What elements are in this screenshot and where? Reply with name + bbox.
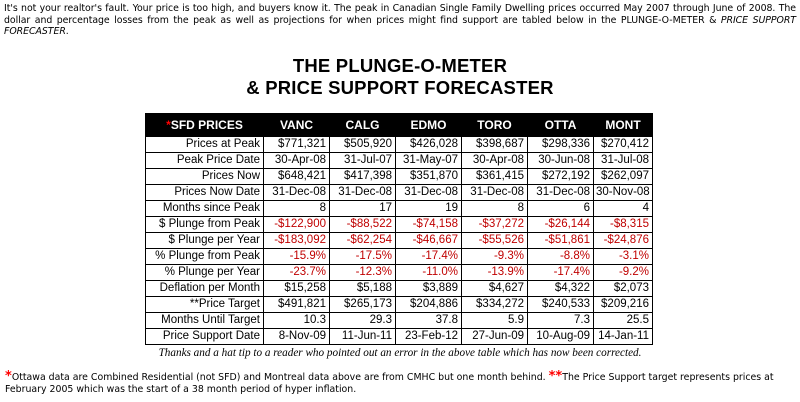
table-cell: 31-Dec-08	[330, 185, 396, 201]
table-cell: $272,192	[528, 169, 594, 185]
table-row	[146, 249, 653, 265]
row-label: Months since Peak	[146, 201, 264, 217]
table-cell: -13.9%	[462, 265, 528, 281]
table-cell: -$37,272	[462, 217, 528, 233]
table-body	[146, 137, 653, 345]
footnote-text-ottawa: Ottawa data are Combined Residential (not SFD) and Montreal data above are from CMHC but one month behind.	[11, 372, 549, 383]
corner-asterisk: *	[166, 118, 171, 132]
table-row	[146, 185, 653, 201]
table-cell: $262,097	[594, 169, 653, 185]
table-cell: 6	[528, 201, 594, 217]
table-cell: $398,687	[462, 137, 528, 153]
row-label: Price Support Date	[146, 329, 264, 345]
table-cell: -$88,522	[330, 217, 396, 233]
table-cell: 8	[264, 201, 330, 217]
table-row	[146, 153, 653, 169]
row-label: $ Plunge per Year	[146, 233, 264, 249]
table-row	[146, 233, 653, 249]
table-row	[146, 137, 653, 153]
table-cell: $270,412	[594, 137, 653, 153]
table-cell: 31-May-07	[396, 153, 462, 169]
table-row	[146, 201, 653, 217]
table-header-row	[146, 114, 653, 137]
table-cell: $491,821	[264, 297, 330, 313]
table-row	[146, 313, 653, 329]
row-label: Peak Price Date	[146, 153, 264, 169]
table-cell: 10.3	[264, 313, 330, 329]
intro-paragraph	[4, 3, 796, 38]
table-row	[146, 169, 653, 185]
page-subtitle: & PRICE SUPPORT FORECASTER	[246, 77, 554, 98]
table-cell: $15,258	[264, 281, 330, 297]
table-cell: 11-Jun-11	[330, 329, 396, 345]
intro-italic-text: PRICE SUPPORT FORECASTER	[4, 14, 796, 37]
table-cell: 4	[594, 201, 653, 217]
table-cell: -17.4%	[396, 249, 462, 265]
table-cell: -17.4%	[528, 265, 594, 281]
table-cell: -$46,667	[396, 233, 462, 249]
table-row	[146, 329, 653, 345]
plunge-o-meter-table	[145, 113, 653, 345]
table-cell: $4,322	[528, 281, 594, 297]
column-header-toro: TORO	[462, 114, 528, 137]
table-cell: $3,889	[396, 281, 462, 297]
table-cell: -11.0%	[396, 265, 462, 281]
table-row	[146, 297, 653, 313]
corner-label: SFD PRICES	[170, 118, 243, 132]
column-header-otta: OTTA	[528, 114, 594, 137]
table-cell: 29.3	[330, 313, 396, 329]
table-cell: 17	[330, 201, 396, 217]
column-header-calg: CALG	[330, 114, 396, 137]
row-label: % Plunge from Peak	[146, 249, 264, 265]
table-cell: 31-Dec-08	[264, 185, 330, 201]
table-cell: 30-Jun-08	[528, 153, 594, 169]
table-cell: 10-Aug-09	[528, 329, 594, 345]
table-cell: $204,886	[396, 297, 462, 313]
column-header-edmo: EDMO	[396, 114, 462, 137]
table-cell: -$183,092	[264, 233, 330, 249]
table-cell: 30-Apr-08	[264, 153, 330, 169]
table-cell: -$55,526	[462, 233, 528, 249]
table-cell: $240,533	[528, 297, 594, 313]
table-cell: 5.9	[462, 313, 528, 329]
table-cell: 31-Dec-08	[528, 185, 594, 201]
footnote-double-asterisk: **	[548, 369, 563, 384]
row-label: Prices at Peak	[146, 137, 264, 153]
table-cell: 30-Apr-08	[462, 153, 528, 169]
table-cell: -8.8%	[528, 249, 594, 265]
table-cell: $351,870	[396, 169, 462, 185]
column-header-vanc: VANC	[264, 114, 330, 137]
table-cell: -$122,900	[264, 217, 330, 233]
table-row	[146, 281, 653, 297]
table-cell: -$51,861	[528, 233, 594, 249]
corner-header	[146, 114, 264, 137]
thanks-note: Thanks and a hat tip to a reader who pointed out an error in the above table which has now been corrected.	[158, 347, 642, 359]
table-cell: 31-Jul-08	[594, 153, 653, 169]
table-cell: $505,920	[330, 137, 396, 153]
table-cell: -17.5%	[330, 249, 396, 265]
page-title: THE PLUNGE-O-METER	[292, 55, 508, 76]
table-cell: 31-Jul-07	[330, 153, 396, 169]
table-cell: 31-Dec-08	[396, 185, 462, 201]
table-cell: $4,627	[462, 281, 528, 297]
table-cell: -12.3%	[330, 265, 396, 281]
table-cell: 8-Nov-09	[264, 329, 330, 345]
table-cell: -9.3%	[462, 249, 528, 265]
table-cell: -$24,876	[594, 233, 653, 249]
intro-period: .	[65, 26, 69, 37]
row-label: Prices Now Date	[146, 185, 264, 201]
table-cell: 30-Nov-08	[594, 185, 653, 201]
table-row	[146, 217, 653, 233]
table-cell: -3.1%	[594, 249, 653, 265]
table-cell: $209,216	[594, 297, 653, 313]
column-header-mont: MONT	[594, 114, 653, 137]
row-label: % Plunge per Year	[146, 265, 264, 281]
row-label: **Price Target	[146, 297, 264, 313]
table-cell: $298,336	[528, 137, 594, 153]
footnote	[5, 371, 797, 395]
footnote-asterisk: *	[5, 369, 12, 384]
table-cell: $334,272	[462, 297, 528, 313]
table-cell: -$8,315	[594, 217, 653, 233]
table-cell: 25.5	[594, 313, 653, 329]
table-cell: $361,415	[462, 169, 528, 185]
table-cell: 27-Jun-09	[462, 329, 528, 345]
row-label: Months Until Target	[146, 313, 264, 329]
table-cell: -9.2%	[594, 265, 653, 281]
table-cell: 31-Dec-08	[462, 185, 528, 201]
table-cell: 8	[462, 201, 528, 217]
intro-text: It's not your realtor's fault. Your price is too high, and buyers know it. The peak in Canadian Single Family Dwelling prices occurred May 2007 through June of 2008. The dollar and percentage losses from the peak as well as projections for when prices might find support are tabled below in the PLUNGE-O-METER &	[4, 3, 796, 26]
table-cell: $417,398	[330, 169, 396, 185]
table-cell: 37.8	[396, 313, 462, 329]
table-cell: -15.9%	[264, 249, 330, 265]
footnote-text-price-support: The Price Support target represents prices at February 2005 which was the start of a 38 month period of hyper inflation.	[5, 372, 774, 395]
table-cell: -23.7%	[264, 265, 330, 281]
table-cell: $426,028	[396, 137, 462, 153]
table-cell: -$26,144	[528, 217, 594, 233]
table-cell: 19	[396, 201, 462, 217]
table-cell: 23-Feb-12	[396, 329, 462, 345]
row-label: Prices Now	[146, 169, 264, 185]
table-cell: $265,173	[330, 297, 396, 313]
table-cell: $5,188	[330, 281, 396, 297]
table-row	[146, 265, 653, 281]
table-cell: 14-Jan-11	[594, 329, 653, 345]
row-label: Deflation per Month	[146, 281, 264, 297]
table-cell: -$74,158	[396, 217, 462, 233]
table-cell: $771,321	[264, 137, 330, 153]
table-cell: 7.3	[528, 313, 594, 329]
table-cell: $2,073	[594, 281, 653, 297]
table-cell: $648,421	[264, 169, 330, 185]
table-cell: -$62,254	[330, 233, 396, 249]
row-label: $ Plunge from Peak	[146, 217, 264, 233]
